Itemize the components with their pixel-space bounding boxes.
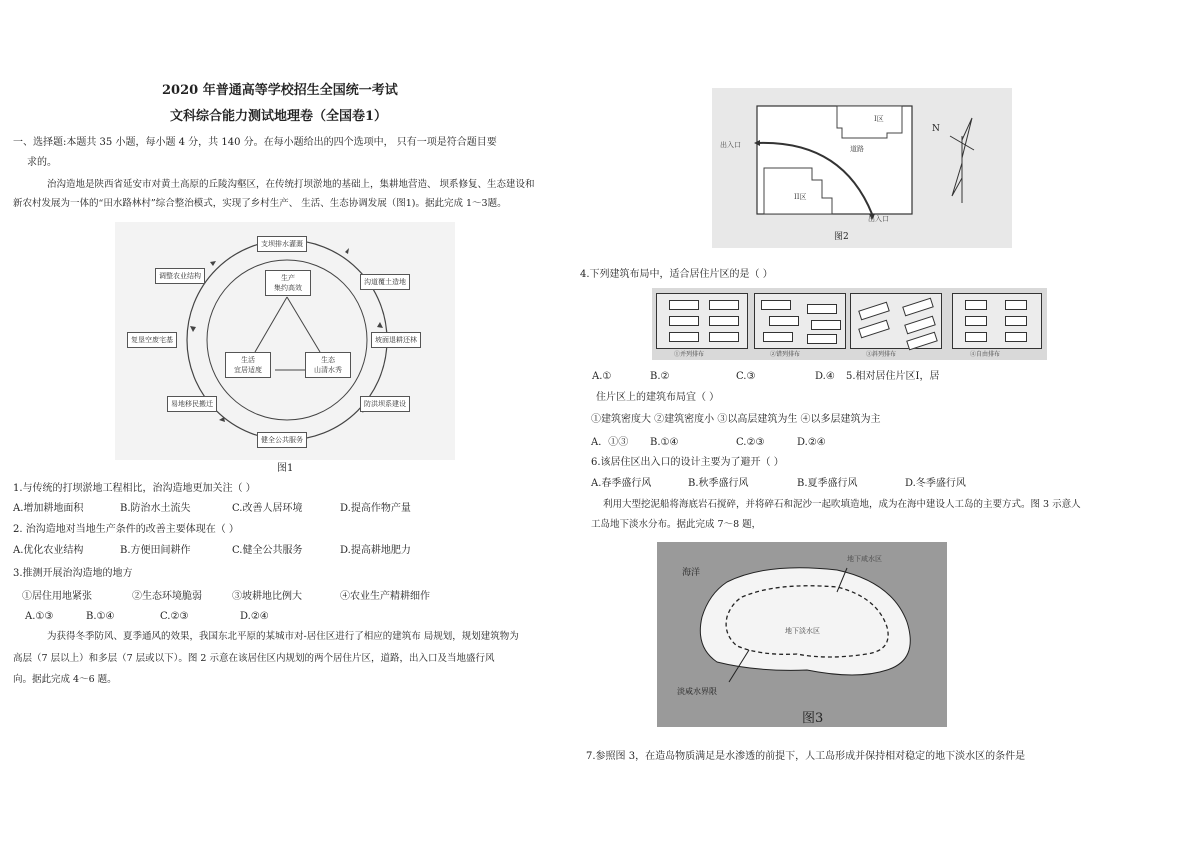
question-5-stem-cont: 住片区上的建筑布局宜（ ）: [596, 392, 720, 403]
q1-option-c[interactable]: C.改善人居环境: [232, 503, 303, 514]
q4-option-b[interactable]: B.②: [650, 371, 670, 382]
q6-option-d[interactable]: D.冬季盛行风: [905, 478, 966, 489]
q3-option-b[interactable]: B.①④: [86, 611, 115, 622]
salt-water-zone-label: 地下咸水区: [847, 555, 882, 563]
box-flood-dam: 防洪坝系建设: [360, 396, 410, 412]
box-relocation: 易地移民搬迁: [167, 396, 217, 412]
figure-2-caption: 图2: [834, 232, 849, 242]
q2-option-c[interactable]: C.健全公共服务: [232, 545, 303, 556]
box-reforest: 坡面退耕还林: [371, 332, 421, 348]
layout-2-label: ②错列排布: [770, 351, 801, 358]
q3-option-d[interactable]: D.②④: [240, 611, 269, 622]
q5-items: ①建筑密度大 ②建筑密度小 ③以高层建筑为生 ④以多层建筑为主: [591, 414, 881, 425]
q1-option-d[interactable]: D.提高作物产量: [340, 503, 411, 514]
passage-1-line-1: 治沟造地是陕西省延安市对黄土高原的丘陵沟壑区，在传统打坝淤地的基础上，集耕地营造、 坝系修复、生态建设和: [47, 179, 535, 190]
q5-option-b[interactable]: B.①④: [650, 437, 679, 448]
q3-option-c[interactable]: C.②③: [160, 611, 189, 622]
box-living: [225, 352, 271, 378]
box-public-service: 健全公共服务: [257, 432, 307, 448]
layout-3: [850, 293, 942, 349]
entrance-left-label: 出入口: [720, 141, 741, 149]
section-heading-cont: 求的。: [27, 157, 57, 168]
road-label: 道路: [850, 145, 864, 153]
entrance-bottom-label: 出入口: [868, 215, 889, 223]
q2-option-a[interactable]: A.优化农业结构: [13, 545, 84, 556]
figure-1-caption: 图1: [277, 463, 294, 474]
q5-option-a[interactable]: A．①③: [591, 437, 629, 448]
layout-4: [952, 293, 1042, 349]
figure-1: [115, 222, 455, 460]
passage-3-line-2: 工岛地下淡水分布。据此完成 7～8 题，: [591, 519, 762, 530]
q3-item-1: ①居住用地紧张: [22, 591, 92, 602]
north-arrow-icon: N: [932, 124, 940, 134]
production-desc: 集约高效: [274, 284, 302, 292]
living-desc: 宜居适度: [234, 366, 262, 374]
q6-option-c[interactable]: B.夏季盛行风: [797, 478, 858, 489]
box-production: [265, 270, 311, 296]
question-5-stem: 5.相对居住片区Ⅰ，居: [846, 371, 940, 382]
sea-label: 海洋: [682, 568, 701, 578]
ecology-desc: 山清水秀: [314, 366, 342, 374]
q2-option-d[interactable]: D.提高耕地肥力: [340, 545, 411, 556]
question-4-stem: 4.下列建筑布局中，适合居住片区的是（ ）: [580, 269, 773, 280]
q5-option-d[interactable]: D.②④: [797, 437, 826, 448]
question-7-stem: 7.参照图 3，在造岛物质满足是水渗透的前提下，人工岛形成并保持相对稳定的地下淡水区的条件是: [586, 751, 1026, 762]
figure-3-caption: 图3: [802, 711, 824, 726]
question-6-stem: 6.该居住区出入口的设计主要为了避开（ ）: [591, 457, 784, 468]
page-title: 2020 年普通高等学校招生全国统一考试: [162, 83, 398, 98]
q6-option-a[interactable]: A.春季盛行风: [591, 478, 652, 489]
q3-item-3: ③坡耕地比例大: [232, 591, 302, 602]
fresh-water-zone-label: 地下淡水区: [785, 627, 820, 635]
layout-2: [754, 293, 846, 349]
q5-option-c[interactable]: C.②③: [736, 437, 765, 448]
ecology-label: 生态: [321, 356, 335, 364]
passage-2-line-1: 为获得冬季防风、夏季通风的效果，我国东北平原的某城市对-居住区进行了相应的建筑布 局规划，规划建筑物为: [47, 631, 519, 642]
question-2-stem: 2. 治沟造地对当地生产条件的改善主要体现在（ ）: [13, 524, 239, 535]
q3-option-a[interactable]: A.①③: [25, 611, 54, 622]
q4-option-d[interactable]: D.④: [815, 371, 835, 382]
production-label: 生产: [281, 274, 295, 282]
figure-3: [657, 542, 947, 727]
layout-1: [656, 293, 748, 349]
figure-4-layouts: [652, 288, 1047, 360]
question-3-stem: 3.推测开展治沟造地的地方: [13, 568, 133, 579]
page-subtitle: 文科综合能力测试地理卷（全国卷1）: [170, 109, 388, 124]
q3-item-4: ④农业生产精耕细作: [340, 591, 430, 602]
box-gully-land: 沟道覆土造地: [360, 274, 410, 290]
section-heading: 一、选择题:本题共 35 小题，每小题 4 分，共 140 分。在每小题给出的四个选项中， 只有一项是符合题目要: [13, 137, 497, 148]
q2-option-b[interactable]: B.方便田间耕作: [120, 545, 191, 556]
question-1-stem: 1.与传统的打坝淤地工程相比，治沟造地更加关注（ ）: [13, 483, 256, 494]
living-label: 生活: [241, 356, 255, 364]
q1-option-a[interactable]: A.增加耕地面积: [13, 503, 84, 514]
box-agri-structure: 调整农业结构: [155, 268, 205, 284]
q1-option-b[interactable]: B.防治水土流失: [120, 503, 191, 514]
q6-option-b[interactable]: B.秋季盛行风: [688, 478, 749, 489]
passage-3-line-1: 利用大型挖泥船将海底岩石搅碎，并将碎石和泥沙一起吹填造地，成为在海中建设人工岛的主要方式。图 3 示意人: [603, 499, 1081, 510]
layout-3-label: ③斜列排布: [866, 351, 897, 358]
layout-4-label: ④自由排布: [970, 351, 1001, 358]
q4-option-a[interactable]: A.①: [592, 371, 612, 382]
box-ecology: [305, 352, 351, 378]
passage-2-line-2: 高层（7 层以上）和多层（7 层或以下）。图 2 示意在该居住区内规划的两个居住片区，道路，出入口及当地盛行风: [13, 653, 495, 664]
box-reclaim: 复垦空废宅基: [127, 332, 177, 348]
boundary-label: 淡咸水界限: [677, 687, 717, 696]
zone-2-label: II区: [794, 193, 807, 201]
figure-2-map: [712, 88, 1012, 248]
passage-2-line-3: 向。据此完成 4～6 题。: [13, 674, 117, 685]
box-irrigation: 支坝排水灌溉: [257, 236, 307, 252]
zone-1-label: I区: [874, 115, 884, 123]
figure-2: [712, 88, 1012, 248]
layout-1-label: ①并列排布: [674, 351, 705, 358]
q3-item-2: ②生态环境脆弱: [132, 591, 202, 602]
q4-option-c[interactable]: C.③: [736, 371, 756, 382]
passage-1-line-2: 新农村发展为一体的“田水路林村”综合整治模式，实现了乡村生产、 生活、生态协调发展（图1)。据此完成 1～3题。: [13, 198, 507, 209]
